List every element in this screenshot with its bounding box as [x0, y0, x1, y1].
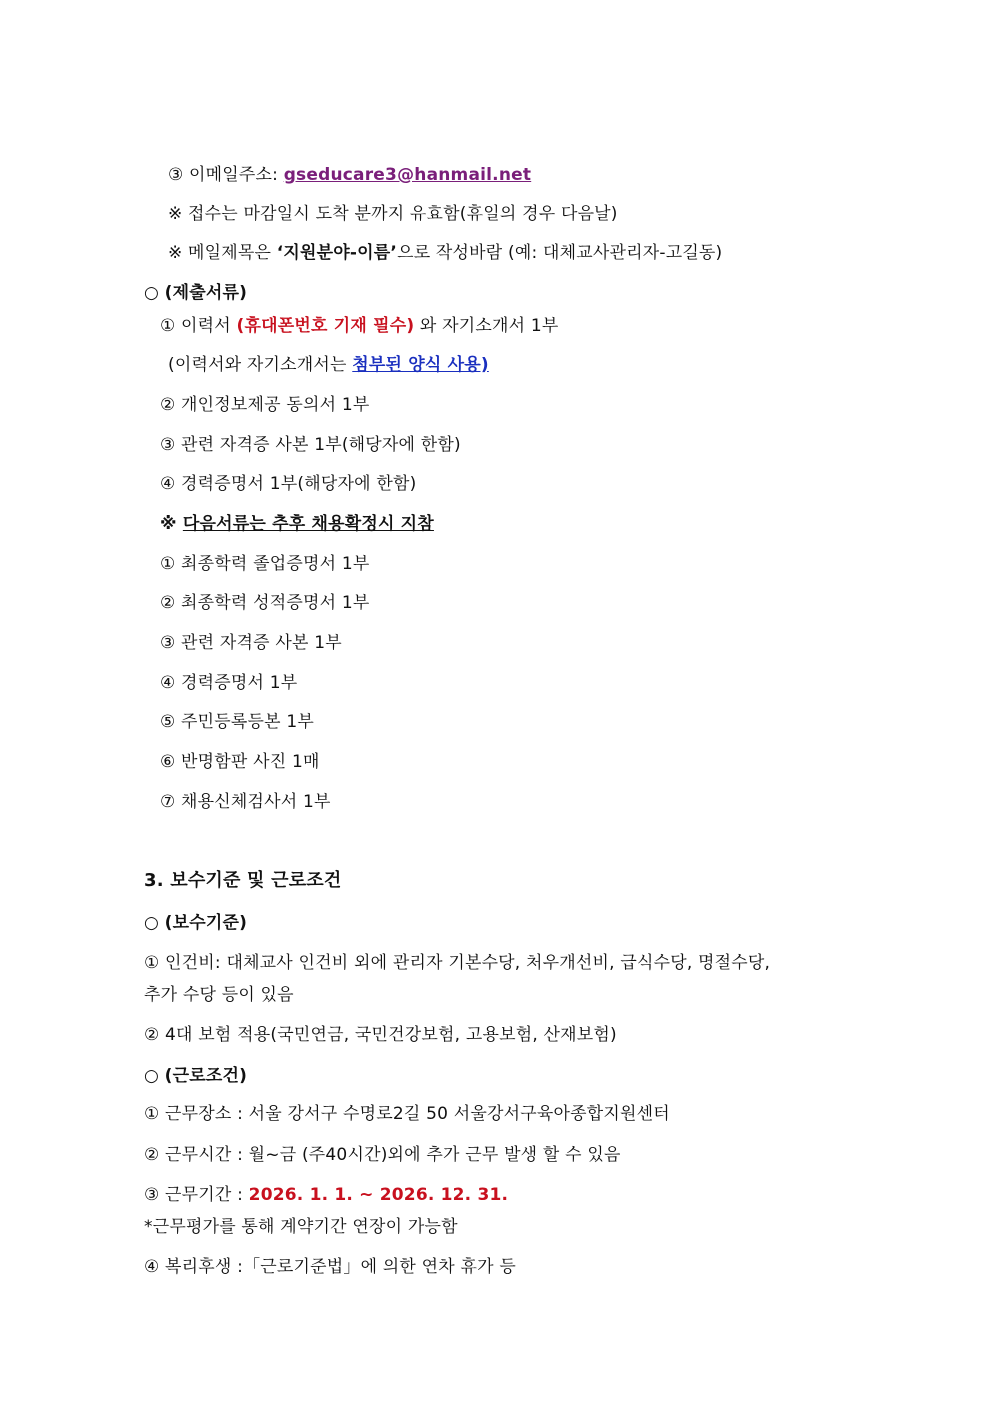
- document-item: ③ 관련 자격증 사본 1부(해당자에 한함): [160, 435, 461, 455]
- phone-required-note: (휴대폰번호 기재 필수): [236, 316, 415, 336]
- reference-mark-icon: ※: [160, 514, 183, 534]
- work-item-hours: ② 근무시간 : 월~금 (주40시간)외에 추가 근무 발생 할 수 있음: [144, 1145, 621, 1165]
- work-item-location: ① 근무장소 : 서울 강서구 수명로2길 50 서울강서구육아종합지원센터: [144, 1104, 670, 1124]
- later-document-item: ⑦ 채용신체검사서 1부: [160, 792, 331, 812]
- subject-note-prefix: ※ 메일제목은: [168, 243, 277, 263]
- subject-format: ‘지원분야-이름’: [276, 243, 398, 263]
- pay-heading: [144, 911, 247, 935]
- subject-note-suffix: 으로 작성바람 (예: 대체교사관리자-고길동): [397, 243, 723, 263]
- email-line: [168, 163, 531, 187]
- later-document-item: ④ 경력증명서 1부: [160, 673, 298, 693]
- work-item-benefits: ④ 복리후생 :「근로기준법」에 의한 연차 휴가 등: [144, 1257, 516, 1277]
- email-link[interactable]: gseducare3@hanmail.net: [283, 165, 532, 185]
- document-item-resume: [160, 314, 558, 338]
- resume-suffix: 와 자기소개서 1부: [414, 316, 559, 336]
- pay-item-insurance: ② 4대 보험 적용(국민연금, 국민건강보험, 고용보험, 산재보험): [144, 1025, 617, 1045]
- work-heading-text: (근로조건): [164, 1066, 248, 1086]
- resume-prefix: ① 이력서: [160, 316, 237, 336]
- work-period-dates: 2026. 1. 1. ~ 2026. 12. 31.: [248, 1185, 509, 1205]
- contract-extension-note: *근무평가를 통해 계약기간 연장이 가능함: [144, 1217, 458, 1237]
- pay-item-salary-cont: 추가 수당 등이 있음: [144, 985, 294, 1005]
- work-item-period: [144, 1183, 508, 1207]
- document-item: ② 개인정보제공 동의서 1부: [160, 395, 370, 415]
- attached-form-link[interactable]: 첨부된 양식 사용): [352, 355, 489, 375]
- email-label: ③ 이메일주소:: [168, 165, 284, 185]
- circle-bullet-icon: ○: [144, 1066, 165, 1086]
- later-document-item: ① 최종학력 졸업증명서 1부: [160, 554, 370, 574]
- resume-form-note-prefix: (이력서와 자기소개서는: [168, 355, 353, 375]
- documents-heading-text: (제출서류): [164, 283, 248, 303]
- work-heading: [144, 1064, 247, 1088]
- later-documents-heading: [160, 512, 434, 536]
- work-period-label: ③ 근무기간 :: [144, 1185, 249, 1205]
- section-3-title: 3. 보수기준 및 근로조건: [144, 870, 342, 891]
- resume-form-note: [168, 353, 489, 377]
- later-document-item: ② 최종학력 성적증명서 1부: [160, 593, 370, 613]
- document-item: ④ 경력증명서 1부(해당자에 한함): [160, 474, 417, 494]
- circle-bullet-icon: ○: [144, 283, 165, 303]
- later-documents-heading-text: 다음서류는 추후 채용확정시 지참: [182, 514, 434, 534]
- deadline-note: ※ 접수는 마감일시 도착 분까지 유효함(휴일의 경우 다음날): [168, 204, 618, 224]
- documents-heading: [144, 281, 247, 305]
- subject-note: [168, 241, 722, 265]
- circle-bullet-icon: ○: [144, 913, 165, 933]
- later-document-item: ⑤ 주민등록등본 1부: [160, 712, 315, 732]
- pay-heading-text: (보수기준): [164, 913, 248, 933]
- later-document-item: ③ 관련 자격증 사본 1부: [160, 633, 342, 653]
- pay-item-salary: ① 인건비: 대체교사 인건비 외에 관리자 기본수당, 처우개선비, 급식수당, 명절수당,: [144, 953, 771, 973]
- later-document-item: ⑥ 반명함판 사진 1매: [160, 752, 320, 772]
